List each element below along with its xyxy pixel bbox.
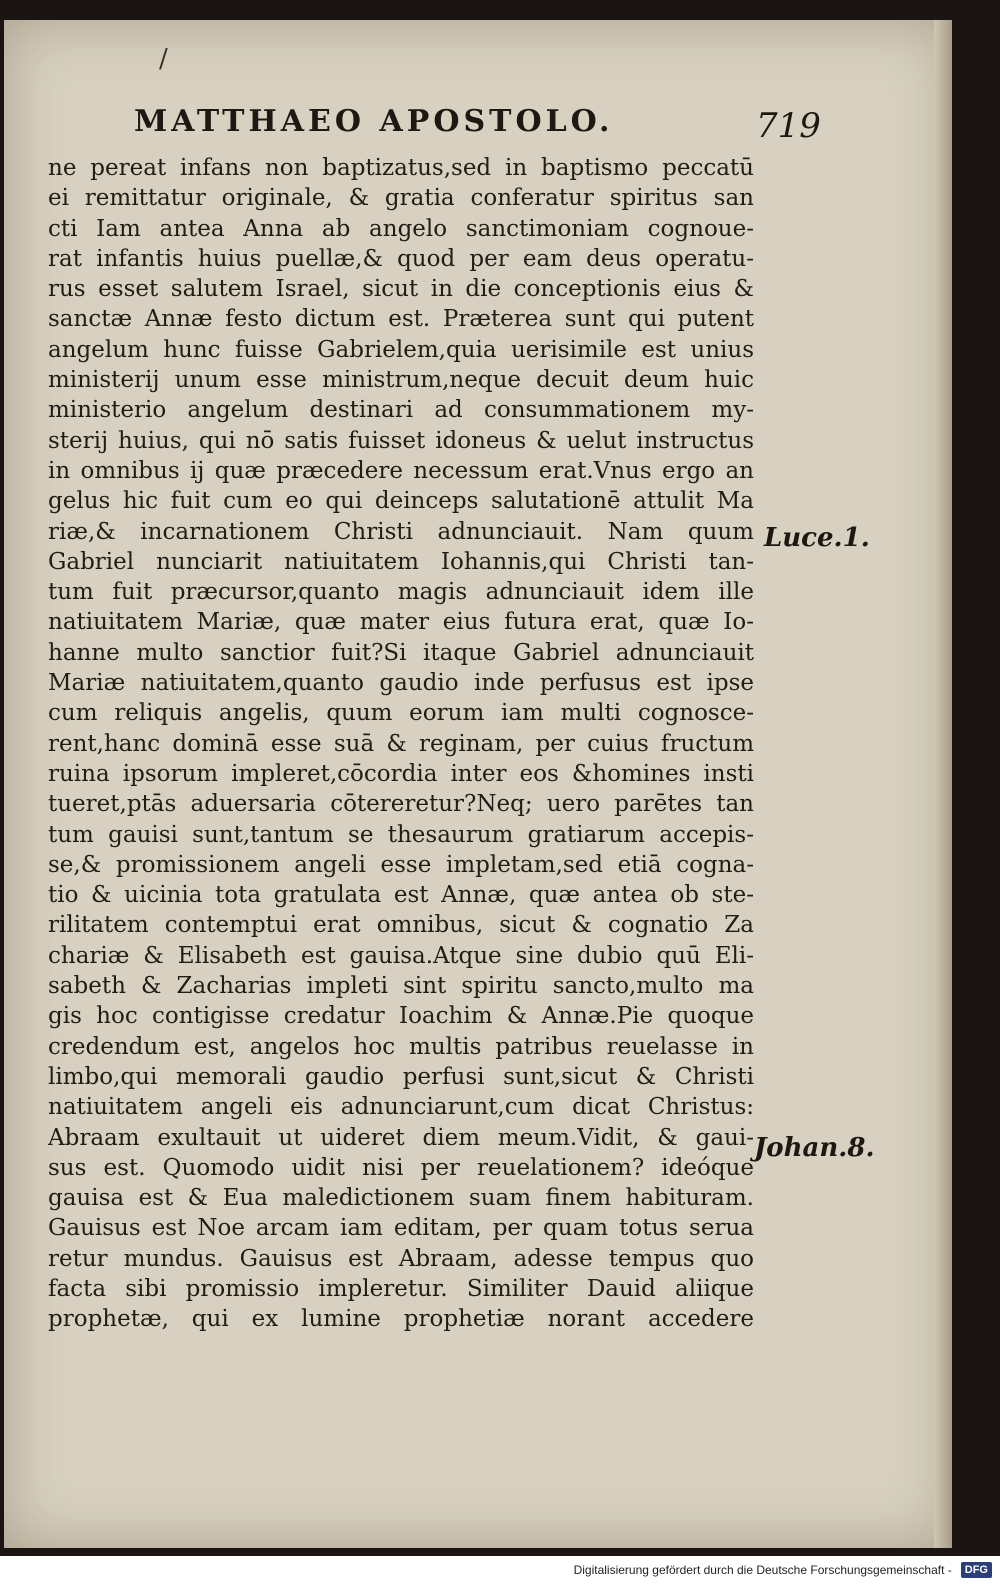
text-line: rus esset salutem Israel, sicut in die conceptionis eius & (48, 276, 754, 303)
text-line: tum fuit præcursor,quanto magis adnunciauit idem ille (48, 579, 754, 606)
text-line: chariæ & Elisabeth est gauisa.Atque sine dubio quū Eli- (48, 942, 754, 969)
text-line: Mariæ natiuitatem,quanto gaudio inde perfusus est ipse (48, 670, 754, 697)
text-line: Gabriel nunciarit natiuitatem Iohannis,qui Christi tan- (48, 548, 754, 575)
text-line: limbo,qui memorali gaudio perfusi sunt,sicut & Christi (48, 1063, 754, 1090)
text-line: credendum est, angelos hoc multis patribus reuelasse in (48, 1033, 754, 1060)
text-line: hanne multo sanctior fuit?Si itaque Gabriel adnunciauit (48, 639, 754, 666)
text-line: gis hoc contigisse credatur Ioachim & Annæ.Pie quoque (48, 1003, 754, 1030)
dfg-logo-icon[interactable]: DFG (961, 1562, 992, 1578)
text-line: ministerij unum esse ministrum,neque decuit deum huic (48, 367, 754, 394)
text-line: rent,hanc dominā esse suā & reginam, per cuius fructum (48, 730, 754, 757)
text-line: ei remittatur originale, & gratia conferatur spiritus san (48, 185, 754, 212)
text-line: facta sibi promissio impleretur. Similiter Dauid aliique (48, 1275, 754, 1302)
text-line: se,& promissionem angeli esse impletam,sed etiā cogna- (48, 851, 754, 878)
text-line: tueret,ptās aduersaria cōtereretur?Neq; uero parētes tan (48, 791, 754, 818)
text-line: riæ,& incarnationem Christi adnunciauit. Nam quum (48, 518, 754, 545)
text-line: gelus hic fuit cum eo qui deinceps salutationē attulit Ma (48, 488, 754, 515)
footer (571, 1560, 992, 1580)
text-line: rilitatem contemptui erat omnibus, sicut & cognatio Za (48, 912, 754, 939)
text-block (48, 153, 754, 1335)
text-line: sus est. Quomodo uidit nisi per reuelationem? ideóque (48, 1154, 754, 1181)
text-line: tum gauisi sunt,tantum se thesaurum gratiarum accepis- (48, 821, 754, 848)
text-line: sterij huius, qui nō satis fuisset idoneus & uelut instructus (48, 427, 754, 454)
text-line: sanctæ Annæ festo dictum est. Præterea sunt qui putent (48, 306, 754, 333)
page-number: 719 (756, 106, 821, 146)
footer-credit: Digitalisierung gefördert durch die Deutsche Forschungsgemeinschaft - (571, 1562, 955, 1578)
text-line: tio & uicinia tota gratulata est Annæ, quæ antea ob ste- (48, 882, 754, 909)
text-line: prophetæ, qui ex lumine prophetiæ norant accedere (48, 1306, 754, 1333)
book-page (4, 20, 952, 1548)
text-line: ruina ipsorum impleret,cōcordia inter eos &homines insti (48, 760, 754, 787)
margin-note-johan: Johan.8. (754, 1133, 875, 1163)
text-line: cum reliquis angelis, quum eorum iam multi cognosce- (48, 700, 754, 727)
text-line: in omnibus ij quæ præcedere necessum erat.Vnus ergo an (48, 457, 754, 484)
page-edge (934, 20, 952, 1548)
text-line: ne pereat infans non baptizatus,sed in baptismo peccatū (48, 155, 754, 181)
text-line: Gauisus est Noe arcam iam editam, per quam totus serua (48, 1215, 754, 1242)
text-line: Abraam exultauit ut uideret diem meum.Vidit, & gaui- (48, 1124, 754, 1151)
text-line: natiuitatem angeli eis adnunciarunt,cum dicat Christus: (48, 1094, 754, 1121)
text-line: retur mundus. Gauisus est Abraam, adesse tempus quo (48, 1245, 754, 1272)
text-line: angelum hunc fuisse Gabrielem,quia uerisimile est unius (48, 336, 754, 363)
text-line: ministerio angelum destinari ad consummationem my- (48, 397, 754, 424)
ink-mark: / (159, 44, 168, 74)
margin-note-luce: Luce.1. (764, 523, 870, 553)
text-line: cti Iam antea Anna ab angelo sanctimoniam cognoue- (48, 215, 754, 242)
running-head: MATTHAEO APOSTOLO. (134, 104, 614, 139)
text-line: sabeth & Zacharias impleti sint spiritu sancto,multo ma (48, 973, 754, 1000)
text-line: natiuitatem Mariæ, quæ mater eius futura erat, quæ Io- (48, 609, 754, 636)
text-line: gauisa est & Eua maledictionem suam finem habituram. (48, 1185, 754, 1212)
text-line: rat infantis huius puellæ,& quod per eam deus operatu- (48, 245, 754, 272)
